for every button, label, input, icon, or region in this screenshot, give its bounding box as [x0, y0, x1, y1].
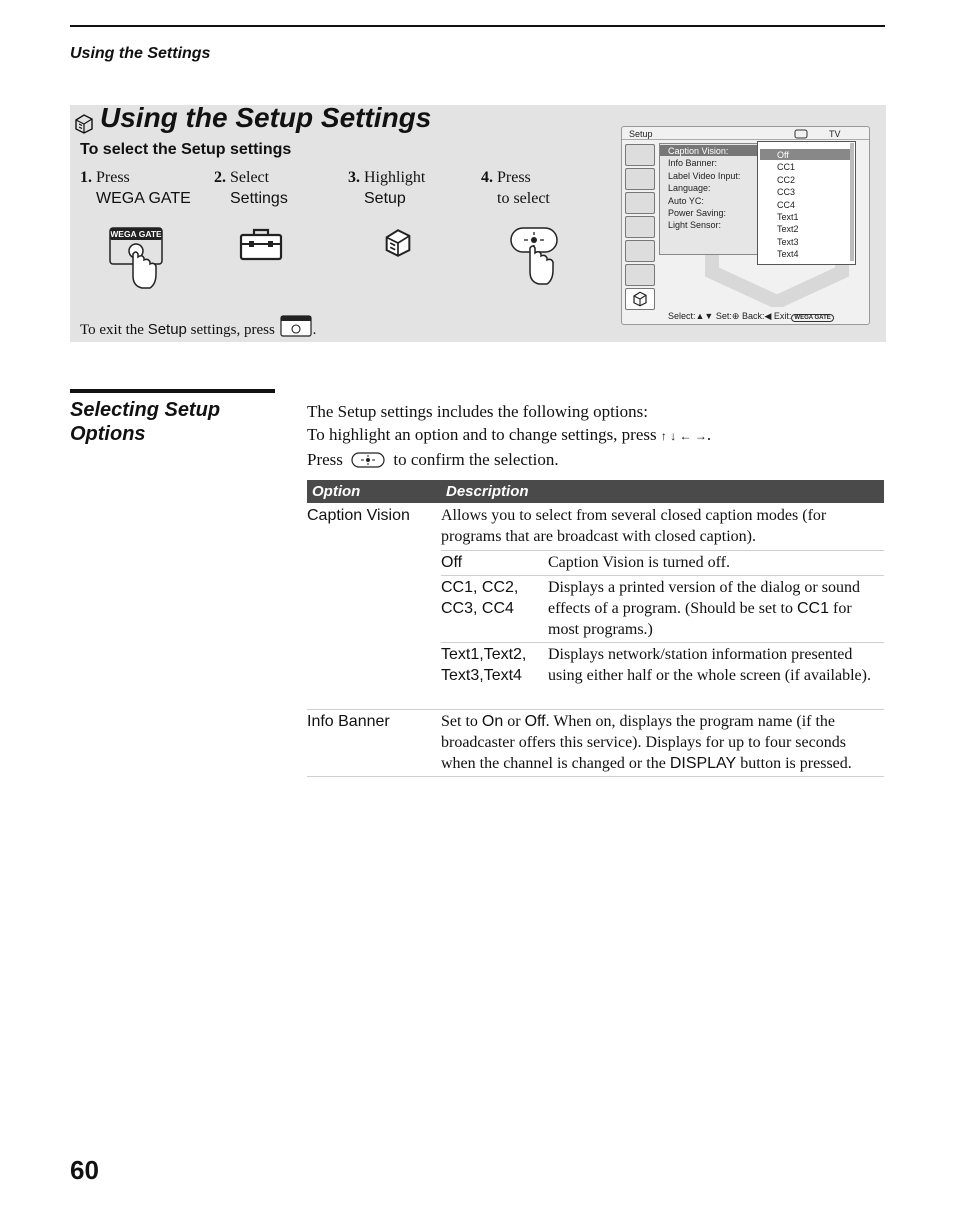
arrow-keys-icon: ↑ ↓ ← → — [660, 429, 707, 443]
menu-item-caption-vision[interactable]: Caption Vision: — [668, 146, 729, 156]
panel-title: Using the Setup Settings — [100, 102, 432, 133]
option-cc3[interactable]: CC3 — [777, 187, 796, 198]
desc-caption-vision: Allows you to select from several closed caption modes (for programs that are broadcast with closed caption). — [441, 507, 827, 545]
menu-item-light-sensor[interactable]: Light Sensor: — [668, 220, 722, 231]
set-icon: ⊕ — [731, 311, 740, 321]
sidebar-timer-icon — [625, 264, 655, 286]
joystick-icon — [350, 451, 386, 469]
setup-cube-icon — [381, 226, 415, 260]
menu-item-power-saving[interactable]: Power Saving: — [668, 208, 727, 219]
option-caption-vision: Caption Vision — [307, 507, 410, 524]
desc-text: Displays network/station information presented using either half or the whole screen (if available). — [548, 646, 871, 684]
tv-footer: Select:▲▼ Set:⊕ Back:◀ Exit: WEGA GATE — [668, 311, 834, 322]
option-info-banner: Info Banner — [307, 713, 390, 730]
desc-info-banner: Set to On or Off. When on, displays the program name (if the broadcaster offers this service). Displays for up to four seconds when the channel is changed or the DISPLAY button is pressed. — [441, 713, 852, 772]
joystick-press-icon — [507, 226, 561, 292]
option-text3[interactable]: Text3 — [777, 236, 799, 247]
options-scrollbar[interactable] — [850, 143, 854, 261]
running-head: Using the Settings — [70, 45, 211, 62]
table-bottom-rule — [307, 776, 884, 777]
desc-cc: Displays a printed version of the dialog or sound effects of a program. (Should be set to CC1 for most programs.) — [548, 579, 860, 638]
option-cc1[interactable]: CC1 — [777, 162, 796, 173]
step-2: 2. Select Settings — [214, 169, 288, 207]
menu-item-label-video-input[interactable]: Label Video Input: — [668, 170, 741, 181]
col-option: Option — [312, 483, 361, 500]
sidebar-audio-icon — [625, 168, 655, 190]
wega-gate-button-icon — [106, 226, 166, 294]
sidebar-setup-icon — [625, 288, 655, 310]
option-cc2[interactable]: CC2 — [777, 174, 796, 185]
step-1: 1. Press WEGA GATE — [80, 169, 191, 207]
sidebar-channel-icon — [625, 216, 655, 238]
updown-icon: ▲▼ — [695, 311, 714, 321]
back-icon: ◀ — [764, 311, 772, 321]
caption-options-dropdown[interactable] — [757, 141, 856, 265]
option-text4[interactable]: Text4 — [777, 249, 799, 260]
option-cc4[interactable]: CC4 — [777, 199, 796, 210]
section-heading: Selecting Setup Options — [70, 399, 221, 445]
toolbox-icon — [238, 226, 284, 262]
menu-item-language[interactable]: Language: — [668, 183, 711, 194]
sidebar-screen-icon — [625, 192, 655, 214]
option-text2[interactable]: Text2 — [777, 224, 799, 235]
svg-text:WEGA GATE: WEGA GATE — [110, 229, 162, 239]
page-number: 60 — [70, 1155, 99, 1185]
sidebar-video-icon — [625, 144, 655, 166]
tv-screen-title: Setup — [629, 129, 653, 139]
row-divider — [441, 550, 884, 551]
wega-gate-footer-icon: WEGA GATE — [791, 314, 833, 322]
tv-screen-mockup — [621, 126, 870, 325]
top-rule — [70, 25, 885, 27]
col-description: Description — [446, 483, 529, 500]
step-3: 3. Highlight Setup — [348, 169, 426, 207]
sidebar-parent-icon — [625, 240, 655, 262]
menu-item-info-banner[interactable]: Info Banner: — [668, 158, 718, 169]
exit-instruction: To exit the Setup settings, press . — [80, 315, 316, 339]
option-text1[interactable]: Text1 — [777, 212, 799, 223]
step-4: 4. Press to select — [481, 169, 550, 207]
table-header — [307, 480, 884, 503]
row-divider — [307, 709, 884, 710]
setup-menu-list — [659, 143, 759, 255]
setup-icon — [72, 112, 96, 136]
menu-item-auto-yc[interactable]: Auto YC: — [668, 195, 704, 206]
panel-subhead: To select the Setup settings — [80, 141, 292, 158]
tv-mode-icon — [794, 129, 808, 139]
section-rule — [70, 389, 275, 393]
section-intro: The Setup settings includes the following options: To highlight an option and to change settings, press ↑ ↓ ← →. Press to confirm the selection. — [307, 402, 712, 469]
suboption-text: Text1,Text2, Text3,Text4 — [441, 646, 527, 684]
row-divider — [441, 575, 884, 576]
suboption-cc: CC1, CC2, CC3, CC4 — [441, 579, 519, 617]
desc-off: Caption Vision is turned off. — [548, 554, 730, 571]
suboption-off: Off — [441, 554, 463, 571]
option-off[interactable]: Off — [777, 150, 789, 160]
tv-mode-label: TV — [829, 129, 841, 139]
wega-gate-small-icon — [279, 315, 313, 337]
row-divider — [441, 642, 884, 643]
